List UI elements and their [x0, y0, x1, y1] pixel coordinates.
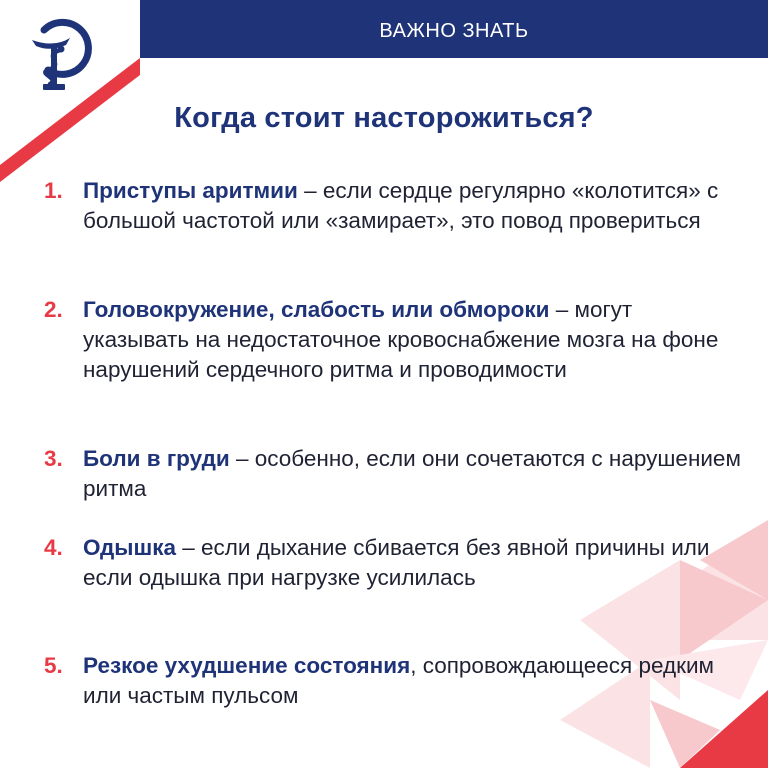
item-heading: Резкое ухудшение состояния — [83, 653, 411, 678]
item-text — [83, 176, 743, 236]
item-heading: Одышка — [83, 535, 176, 560]
item-description: – особенно, если они сочетаются с нарушением ритма — [83, 446, 741, 501]
page-title: Когда стоит насторожиться? — [174, 102, 594, 134]
item-number: 2. — [44, 297, 63, 322]
item-text — [83, 295, 743, 385]
item-heading: Головокружение, слабость или обмороки — [83, 297, 550, 322]
item-description: , сопровождающееся редким или частым пульсом — [83, 653, 714, 708]
item-heading: Приступы аритмии — [83, 178, 298, 203]
item-number: 4. — [44, 535, 63, 560]
header-label: ВАЖНО ЗНАТЬ — [379, 20, 529, 42]
item-number: 1. — [44, 178, 63, 203]
item-heading: Боли в груди — [83, 446, 230, 471]
item-text — [83, 533, 743, 593]
item-text — [83, 444, 743, 504]
item-number: 3. — [44, 446, 63, 471]
bowl-of-hygieia-icon — [30, 18, 92, 94]
item-description: – если дыхание сбивается без явной причины или если одышка при нагрузке усилилась — [83, 535, 710, 590]
item-number: 5. — [44, 653, 63, 678]
item-description: – если сердце регулярно «колотится» с большой частотой или «замирает», это повод провериться — [83, 178, 719, 233]
item-text — [83, 651, 743, 711]
item-description: – могут указывать на недостаточное кровоснабжение мозга на фоне нарушений сердечного ритма и проводимости — [83, 297, 719, 382]
